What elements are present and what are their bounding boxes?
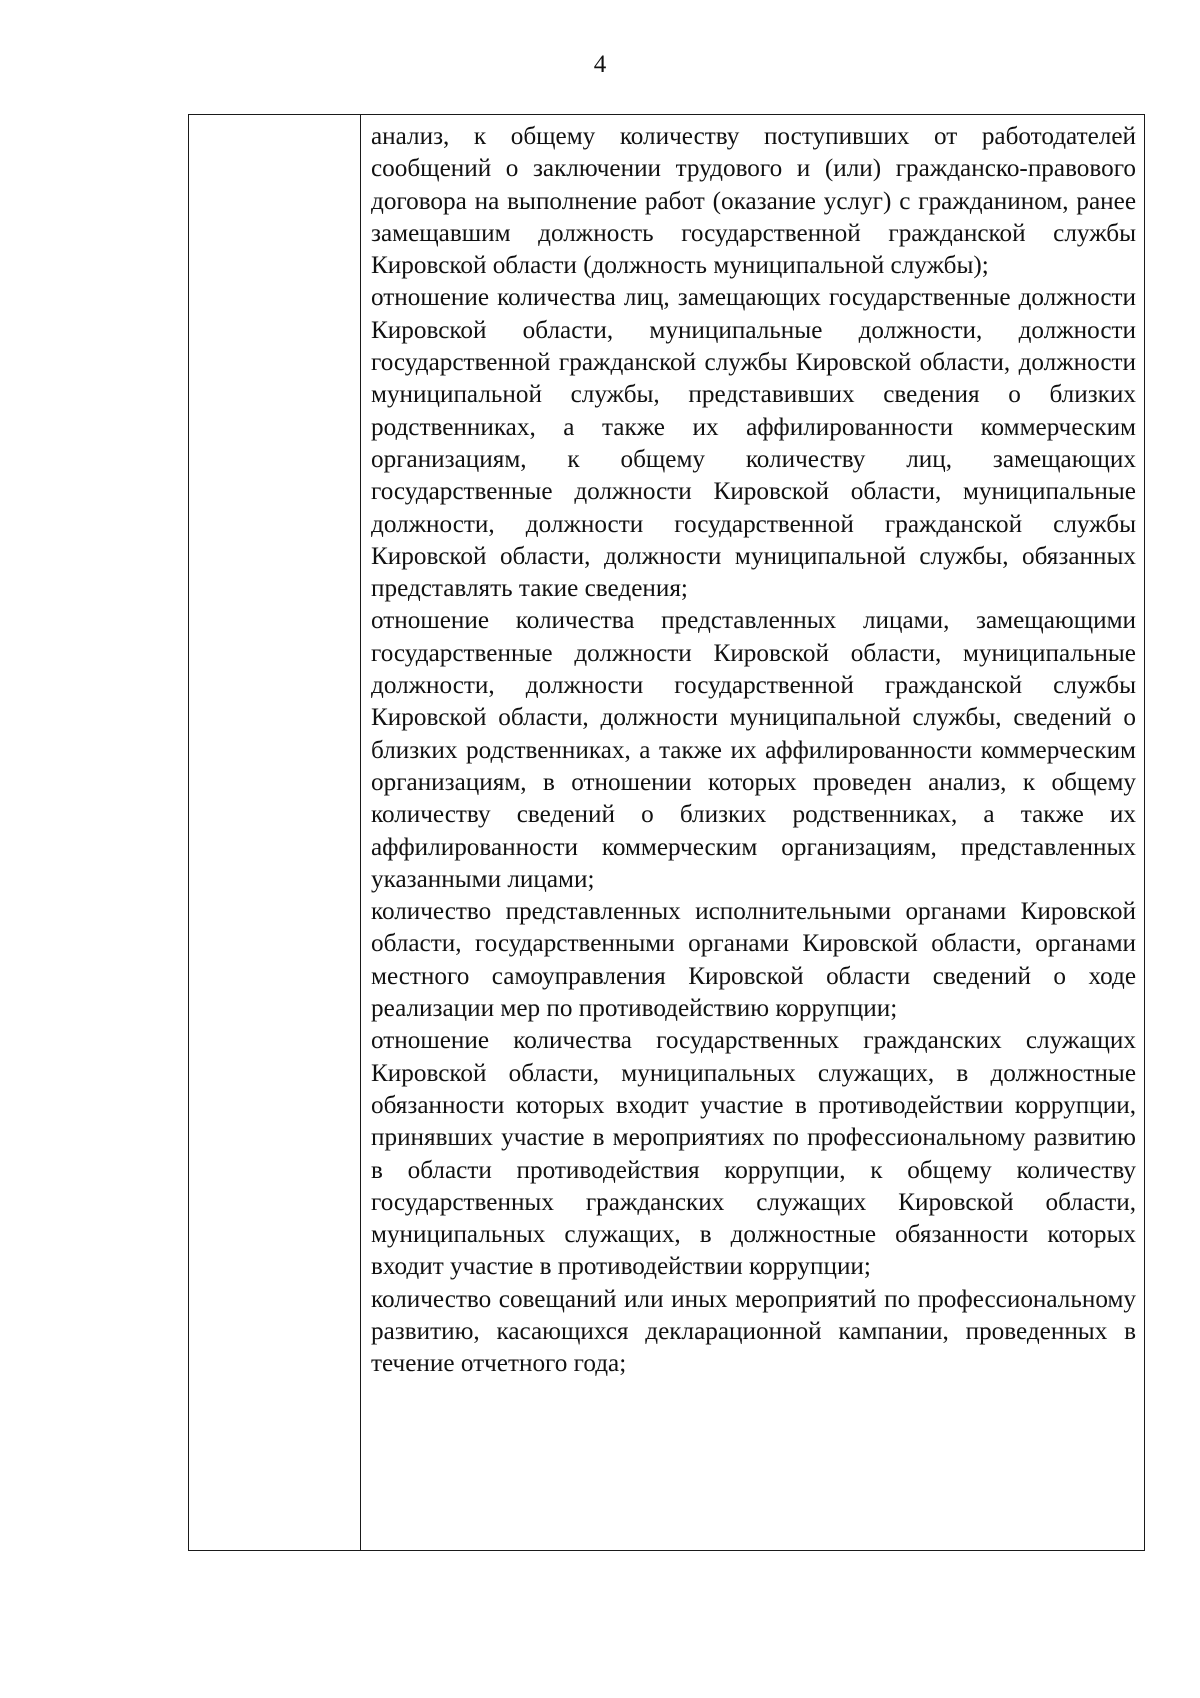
table-paragraph: отношение количества представленных лицами, замещающими государственные должности Кировской области, муниципальные должности, должности государственной гражданской службы Кировской области, должности муниципальной службы, сведений о близких родственниках, а также их аффилированности коммерческим организациям, в отношении которых проведен анализ, к общему количеству сведений о близких родственниках, а также их аффилированности коммерческим организациям, представленных указанными лицами; [371, 607, 1136, 893]
table-left-cell [189, 115, 361, 1550]
table-paragraph: отношение количества лиц, замещающих государственные должности Кировской области, муниципальные должности, должности государственной гражданской службы Кировской области, должности муниципальной службы, представивших сведения о близких родственниках, а также их аффилированности коммерческим организациям, к общему количеству лиц, замещающих государственные должности Кировской области, муниципальные должности, должности государственной гражданской службы Кировской области, должности муниципальной службы, обязанных представлять такие сведения; [371, 284, 1136, 603]
document-table [188, 114, 1145, 1551]
table-right-cell [361, 115, 1144, 1381]
table-paragraph: отношение количества государственных гражданских служащих Кировской области, муниципальных служащих, в должностные обязанности которых входит участие в противодействии коррупции, принявших участие в мероприятиях по профессиональному развитию в области противодействия коррупции, к общему количеству государственных гражданских служащих Кировской области, муниципальных служащих, в должностные обязанности которых входит участие в противодействии коррупции; [371, 1027, 1136, 1281]
table-paragraph: количество представленных исполнительными органами Кировской области, государственными органами Кировской области, органами местного самоуправления Кировской области сведений о ходе реализации мер по противодействию коррупции; [371, 898, 1136, 1023]
page-number: 4 [593, 51, 607, 78]
table-paragraph: анализ, к общему количеству поступивших от работодателей сообщений о заключении трудового и (или) гражданско-правового договора на выполнение работ (оказание услуг) с гражданином, ранее замещавшим должность государственной гражданской службы Кировской области (должность муниципальной службы); [371, 123, 1136, 280]
table-paragraph: количество совещаний или иных мероприятий по профессиональному развитию, касающихся декларационной кампании, проведенных в течение отчетного года; [371, 1285, 1136, 1378]
